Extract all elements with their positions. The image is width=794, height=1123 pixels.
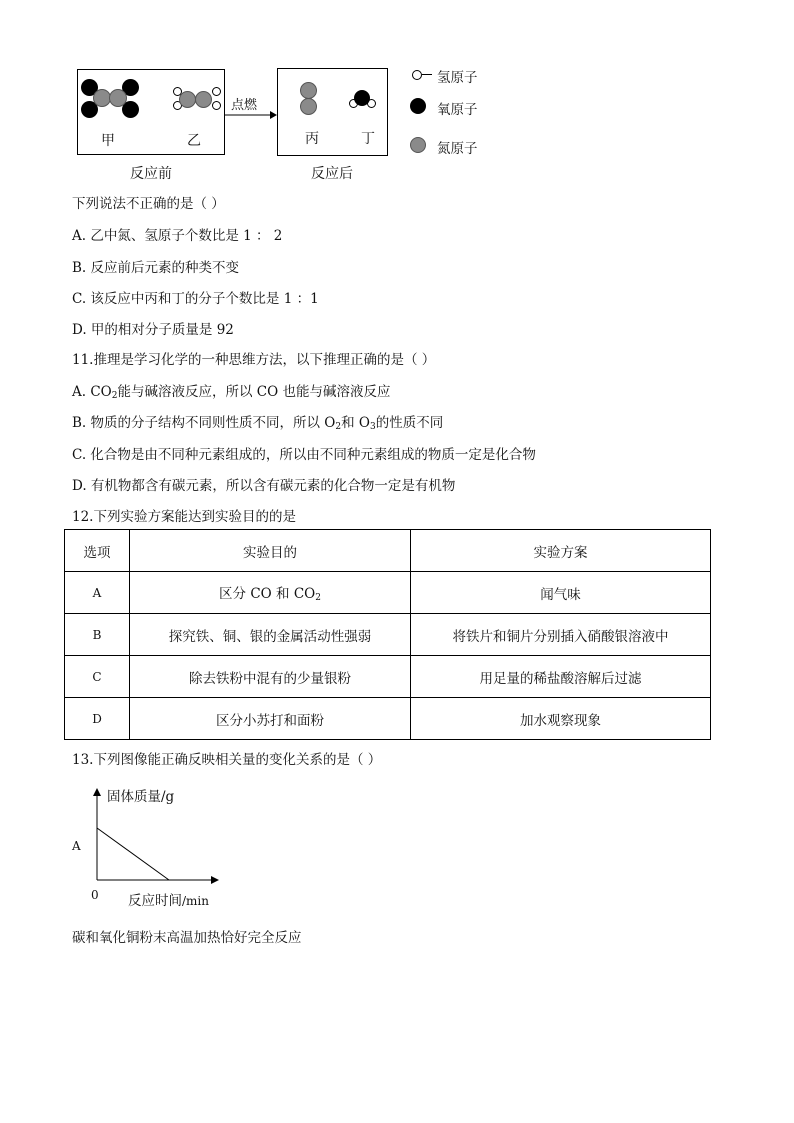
- row-option: B: [65, 614, 130, 656]
- y-axis-label: 固体质量/g: [107, 789, 175, 805]
- row-method: 将铁片和铜片分别插入硝酸银溶液中: [411, 614, 711, 656]
- q10-option-a: A. 乙中氮、氢原子个数比是 1 ： 2: [72, 228, 283, 244]
- header-purpose: 实验目的: [130, 530, 411, 572]
- table-row: [65, 572, 711, 614]
- label-yi: 乙: [187, 133, 201, 149]
- row-method: 闻气味: [411, 572, 711, 614]
- caption-after: 反应后: [311, 166, 353, 182]
- origin-label: 0: [91, 888, 99, 902]
- q10-option-c: C. 该反应中丙和丁的分子个数比是 1 ：1: [72, 291, 319, 307]
- q11-option-a: A. $CO_2$能与碱溶液反应，所以 CO 也能与碱溶液反应: [72, 384, 391, 401]
- legend-nitrogen: 氮原子: [437, 141, 478, 157]
- q10-prompt: 下列说法不正确的是（ ）: [72, 196, 225, 212]
- table-row: [65, 614, 711, 656]
- data-line: [97, 828, 169, 880]
- row-option: C: [65, 656, 130, 698]
- row-purpose: 区分小苏打和面粉: [130, 698, 411, 740]
- q11-prompt: 11.推理是学习化学的一种思维方法，以下推理正确的是（ ）: [72, 352, 436, 368]
- row-purpose: 探究铁、铜、银的金属活动性强弱: [130, 614, 411, 656]
- row-option: D: [65, 698, 130, 740]
- graph-option-label: A: [72, 839, 81, 853]
- q12-prompt: 12.下列实验方案能达到实验目的的是: [72, 509, 296, 525]
- row-option: A: [65, 572, 130, 614]
- reaction-arrow-icon: [224, 109, 278, 121]
- q13-graph-caption: 碳和氧化铜粉末高温加热恰好完全反应: [72, 930, 302, 946]
- oxygen-legend-icon: [410, 98, 426, 114]
- row-purpose: 区分 CO 和 $CO_2$: [130, 572, 411, 614]
- hydrogen-legend-icon: [412, 70, 422, 80]
- label-jia: 甲: [101, 133, 115, 149]
- x-axis-arrow-icon: [211, 876, 219, 884]
- q12-table: [64, 529, 711, 740]
- row-method: 用足量的稀盐酸溶解后过滤: [411, 656, 711, 698]
- q10-option-b: B. 反应前后元素的种类不变: [72, 260, 240, 276]
- row-purpose: 除去铁粉中混有的少量银粉: [130, 656, 411, 698]
- arrow-label: 点燃: [231, 98, 258, 113]
- label-bing: 丙: [305, 131, 319, 147]
- before-reaction-box: [77, 69, 225, 155]
- header-method: 实验方案: [411, 530, 711, 572]
- q13-prompt: 13.下列图像能正确反映相关量的变化关系的是（ ）: [72, 752, 382, 768]
- nitrogen-legend-icon: [410, 137, 426, 153]
- q10-option-d: D. 甲的相对分子质量是 92: [72, 322, 234, 338]
- caption-before: 反应前: [130, 166, 172, 182]
- header-option: 选项: [65, 530, 130, 572]
- legend-hydrogen: 氢原子: [437, 70, 478, 86]
- y-axis-arrow-icon: [93, 788, 101, 796]
- table-row: [65, 656, 711, 698]
- table-row: [65, 698, 711, 740]
- q11-option-c: C. 化合物是由不同种元素组成的，所以由不同种元素组成的物质一定是化合物: [72, 447, 536, 463]
- row-method: 加水观察现象: [411, 698, 711, 740]
- q11-option-b: B. 物质的分子结构不同则性质不同，所以 $O_2$和 $O_3$的性质不同: [72, 415, 444, 432]
- q11-option-d: D. 有机物都含有碳元素，所以含有碳元素的化合物一定是有机物: [72, 478, 456, 494]
- x-axis-label: 反应时间/min: [128, 893, 209, 909]
- label-ding: 丁: [361, 131, 375, 147]
- table-header-row: [65, 530, 711, 572]
- legend-oxygen: 氧原子: [437, 102, 478, 118]
